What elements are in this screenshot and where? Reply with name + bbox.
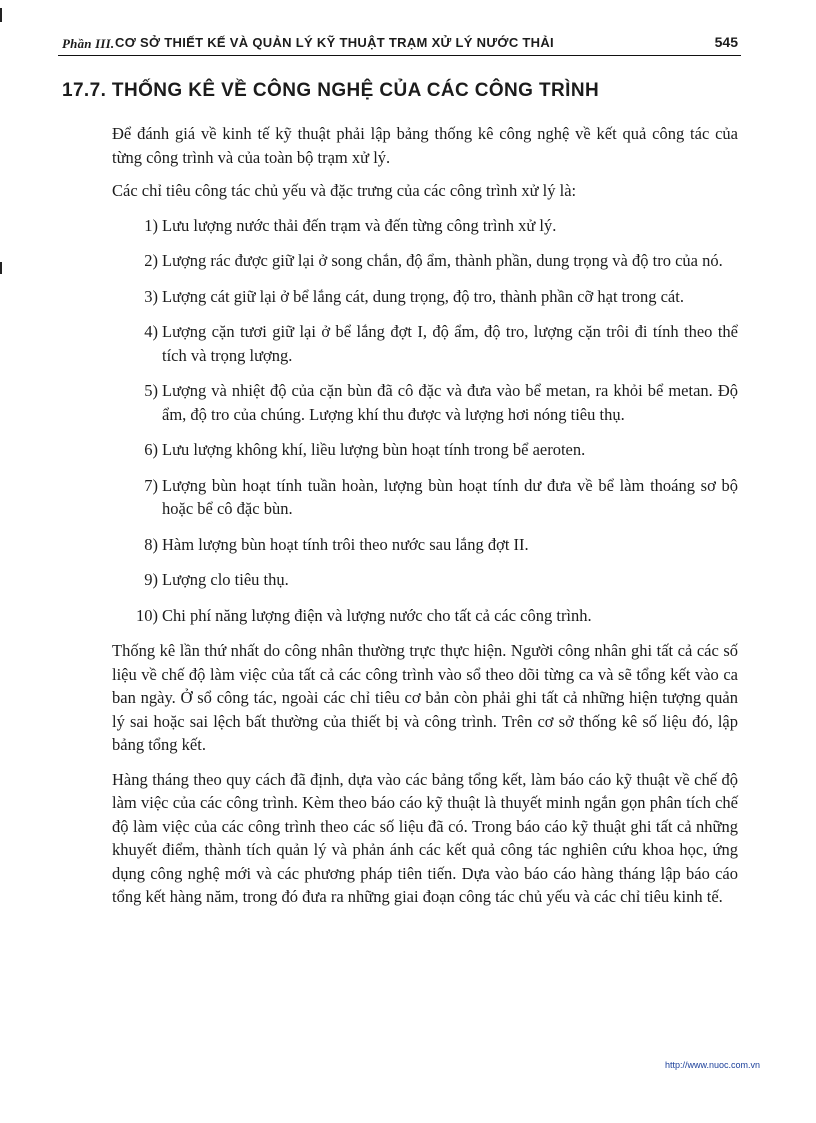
list-item-text: Lượng clo tiêu thụ. [162, 570, 289, 589]
list-item-number: 2) [144, 251, 158, 270]
list-item [112, 214, 738, 238]
list-item-text: Lưu lượng không khí, liều lượng bùn hoạt tính trong bể aeroten. [162, 440, 586, 459]
header-rule [58, 55, 741, 56]
list-item [112, 604, 738, 628]
list-item-number: 4) [144, 322, 158, 341]
chapter-title: CƠ SỞ THIẾT KẾ VÀ QUẢN LÝ KỸ THUẬT TRẠM XỬ LÝ NƯỚC THẢI [115, 35, 554, 50]
list-item-text: Lượng và nhiệt độ của cặn bùn đã cô đặc và đưa vào bể metan, ra khỏi bể metan. Độ ẩm, độ tro của chúng. Lượng khí thu được và lượng hơi nóng tiêu thụ. [162, 381, 738, 424]
list-item-text: Lượng cặn tươi giữ lại ở bể lắng đợt I, độ ẩm, độ tro, lượng cặn trôi đi tính theo thể tích và trọng lượng. [162, 322, 738, 365]
list-item-text: Lượng bùn hoạt tính tuần hoàn, lượng bùn hoạt tính dư đưa về bể làm thoáng sơ bộ hoặc bể cô đặc bùn. [162, 475, 738, 518]
statistics-paragraph: Thống kê lần thứ nhất do công nhân thường trực thực hiện. Người công nhân ghi tất cả các số liệu về chế độ làm việc của tất cả các công trình vào sổ theo dõi từng ca và sẽ tổng kết vào ca ban ngày. Ở sổ công tác, ngoài các chỉ tiêu cơ bản còn phải ghi tất cả những hiện tượng quản lý sai hoặc sai lệch bất thường của thiết bị và công trình. Trên cơ sở thống kê số liệu đó, lập bảng tổng kết. [112, 641, 738, 754]
list-item-number: 10) [136, 605, 158, 625]
list-item [112, 474, 738, 521]
list-item-text: Hàm lượng bùn hoạt tính trôi theo nước sau lắng đợt II. [162, 534, 529, 554]
list-item [112, 285, 738, 309]
intro-paragraph: Để đánh giá về kinh tế kỹ thuật phải lập bảng thống kê công nghệ về kết quả công tác của từng công trình và của toàn bộ trạm xử lý. [112, 124, 738, 167]
list-item [112, 320, 738, 367]
footer-url: http://www.nuoc.com.vn [664, 1060, 760, 1070]
list-item-number: 5) [144, 381, 158, 400]
list-item-number: 7) [144, 475, 158, 495]
list-item-number: 1) [144, 215, 158, 235]
indicator-list [112, 214, 738, 628]
list-item-number: 3) [144, 286, 158, 306]
list-item-text: Lượng rác được giữ lại ở song chắn, độ ẩm, thành phần, dung trọng và độ tro của nó. [162, 251, 723, 270]
list-item [112, 379, 738, 426]
page-number: 545 [714, 34, 738, 50]
list-item-number: 9) [144, 570, 158, 589]
scan-edge-mark [0, 8, 2, 22]
list-item [112, 438, 738, 462]
list-item-text: Lượng cát giữ lại ở bể lắng cát, dung trọng, độ tro, thành phần cỡ hạt trong cát. [162, 286, 684, 306]
monthly-report-paragraph: Hàng tháng theo quy cách đã định, dựa vào các bảng tổng kết, làm báo cáo kỹ thuật về chế độ làm việc của các công trình. Kèm theo báo cáo kỹ thuật là thuyết minh ngắn gọn phân tích chế độ làm việc của các công trình theo các số liệu đã có. Trong báo cáo kỹ thuật ghi tất cả những khuyết điểm, thành tích quản lý và phản ánh các kết quả công tác nghiên cứu khoa học, ứng dụng công nghệ mới và các phương pháp tiên tiến. Dựa vào báo cáo hàng tháng lập báo cáo tổng kết hàng năm, trong đó đưa ra những giai đoạn công tác chủ yếu và các chỉ tiêu kinh tế. [112, 769, 738, 906]
body-text [112, 122, 738, 920]
running-header [62, 34, 738, 56]
list-item-number: 6) [144, 440, 158, 459]
section-title: 17.7. THỐNG KÊ VỀ CÔNG NGHỆ CỦA CÁC CÔNG TRÌNH [62, 80, 600, 101]
list-item-text: Lưu lượng nước thải đến trạm và đến từng công trình xử lý. [162, 215, 557, 235]
list-item [112, 249, 738, 273]
list-lead-paragraph: Các chỉ tiêu công tác chủ yếu và đặc trưng của các công trình xử lý là: [112, 181, 577, 200]
part-label: Phần III. [62, 36, 115, 51]
scan-edge-mark [0, 262, 2, 274]
list-item-number: 8) [144, 534, 158, 554]
list-item-text: Chi phí năng lượng điện và lượng nước cho tất cả các công trình. [162, 605, 592, 625]
list-item [112, 568, 738, 592]
list-item [112, 533, 738, 557]
